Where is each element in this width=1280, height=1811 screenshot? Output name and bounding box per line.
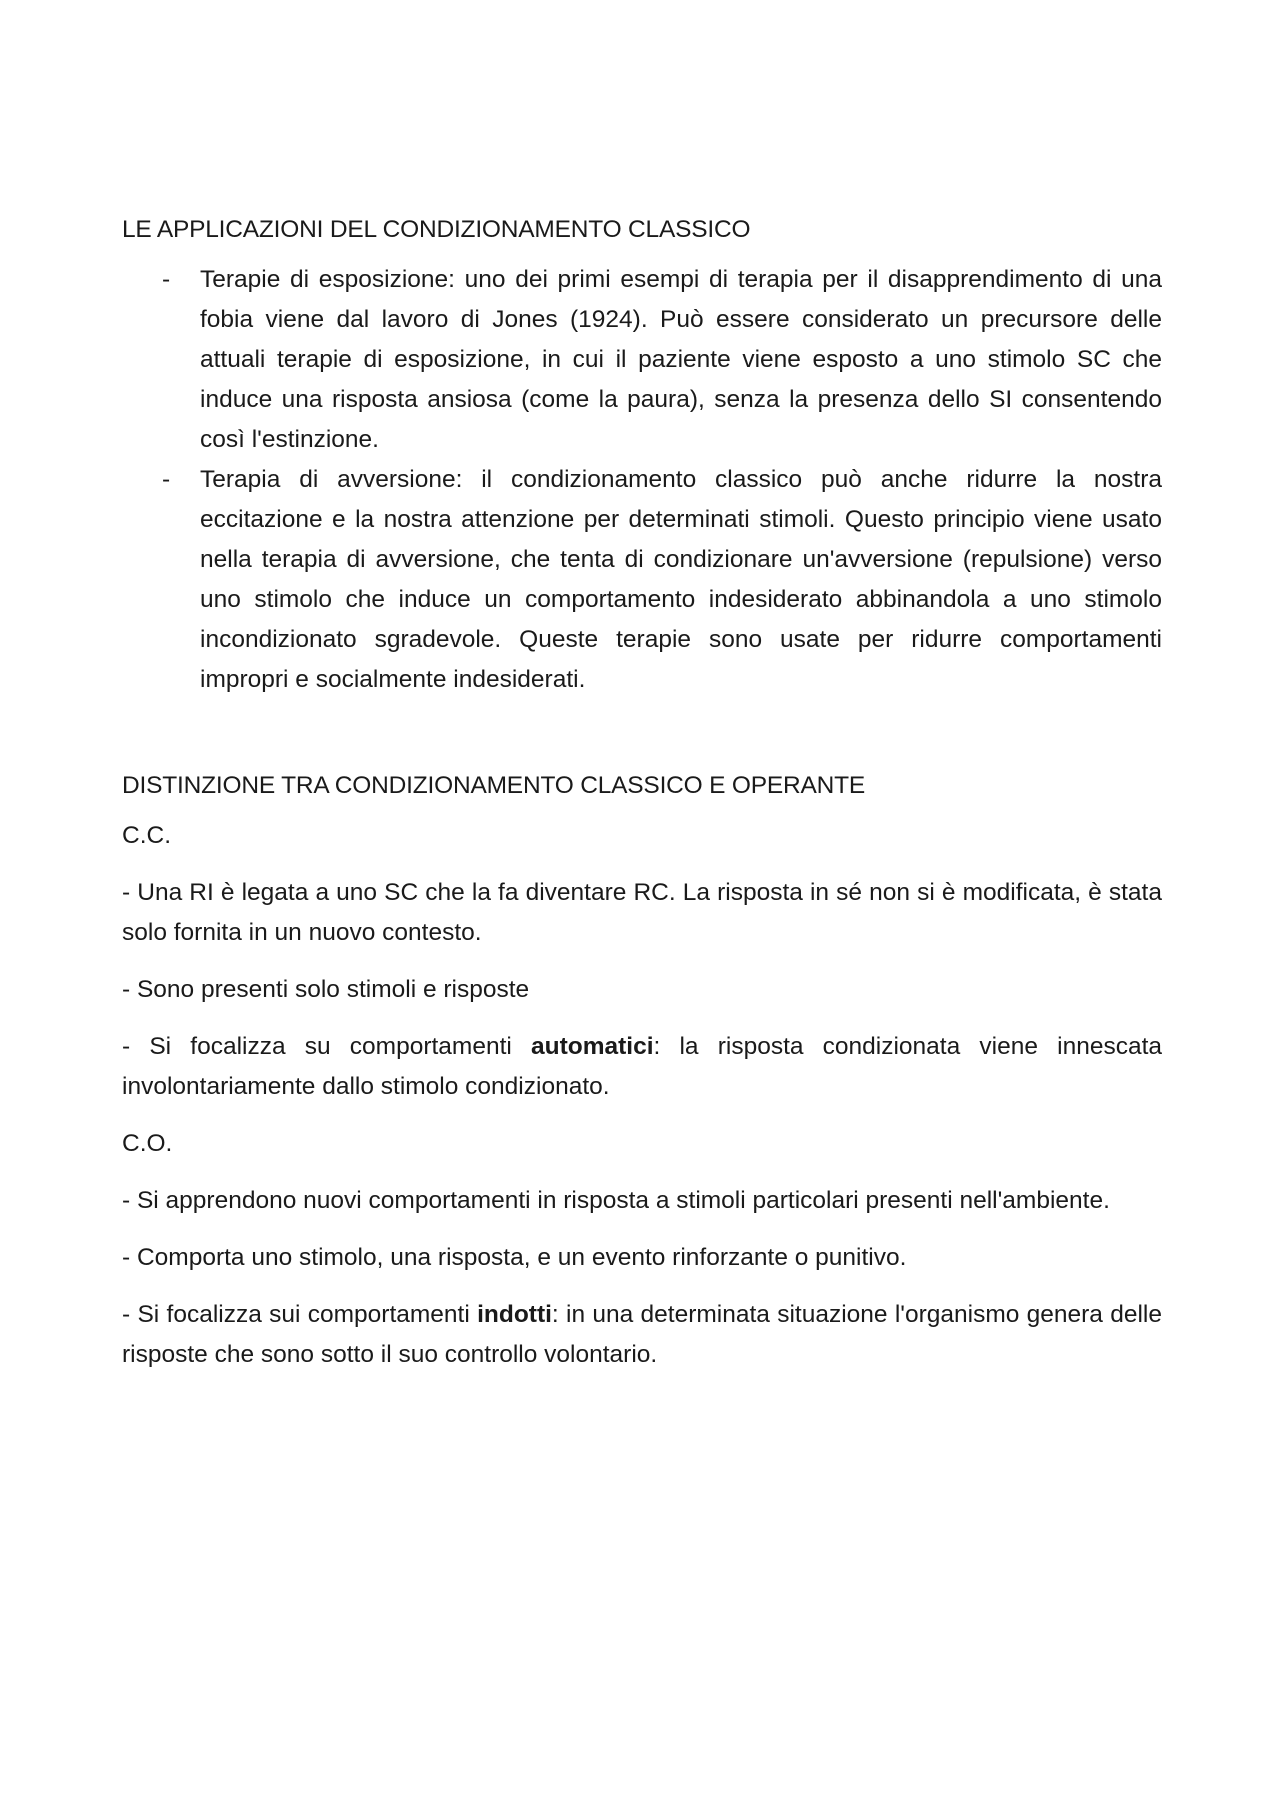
co-paragraph-1: - Si apprendono nuovi comportamenti in risposta a stimoli particolari presenti nell'ambiente. bbox=[122, 1187, 1110, 1214]
cc-paragraph-3 bbox=[122, 1027, 1162, 1107]
list-item-text: Terapia di avversione: il condizionamento classico può anche ridurre la nostra eccitazione e la nostra attenzione per determinati stimoli. Questo principio viene usato nella terapia di avversione, che tenta di condizionare un'avversione (repulsione) verso uno stimolo che induce un comportamento indesiderato abbinandola a uno stimolo incondizionato sgradevole. Queste terapie sono usate per ridurre comportamenti impropri e socialmente indesiderati. bbox=[200, 466, 1162, 693]
co-paragraph-3 bbox=[122, 1295, 1162, 1375]
list-item-text: Terapie di esposizione: uno dei primi esempi di terapia per il disapprendimento di una fobia viene dal lavoro di Jones (1924). Può essere considerato un precursore delle attuali terapie di esposizione, in cui il paziente viene esposto a uno stimolo SC che induce una risposta ansiosa (come la paura), senza la presenza dello SI consentendo così l'estinzione. bbox=[200, 266, 1162, 453]
cc-p3-bold: automatici bbox=[530, 1033, 654, 1060]
list-dash: - bbox=[162, 266, 171, 293]
document-page bbox=[122, 210, 1162, 1392]
list-dash: - bbox=[162, 466, 171, 493]
cc-paragraph-1: - Una RI è legata a uno SC che la fa diventare RC. La risposta in sé non si è modificata, è stata solo fornita in un nuovo contesto. bbox=[122, 879, 1162, 946]
cc-p3-after: : la risposta condizionata viene innescata involontariamente dallo stimolo condizionato. bbox=[122, 1033, 1162, 1100]
co-p3-after: : in una determinata situazione l'organismo genera delle risposte che sono sotto il suo controllo volontario. bbox=[122, 1301, 1162, 1368]
cc-paragraph-2: - Sono presenti solo stimoli e risposte bbox=[122, 976, 530, 1003]
co-p3-before: - Si focalizza sui comportamenti bbox=[122, 1301, 478, 1328]
list-item-avversione bbox=[122, 460, 1162, 700]
section-heading-applicazioni: LE APPLICAZIONI DEL CONDIZIONAMENTO CLASSICO bbox=[122, 216, 751, 243]
co-paragraph-2: - Comporta uno stimolo, una risposta, e un evento rinforzante o punitivo. bbox=[122, 1244, 907, 1271]
section-heading-distinzione: DISTINZIONE TRA CONDIZIONAMENTO CLASSICO E OPERANTE bbox=[122, 772, 866, 799]
co-label: C.O. bbox=[122, 1130, 173, 1157]
cc-p3-before: - Si focalizza su comportamenti bbox=[122, 1033, 531, 1060]
list-item-esposizione bbox=[122, 260, 1162, 460]
cc-label: C.C. bbox=[122, 822, 171, 849]
applications-list bbox=[122, 260, 1162, 700]
co-p3-bold: indotti bbox=[477, 1301, 552, 1328]
